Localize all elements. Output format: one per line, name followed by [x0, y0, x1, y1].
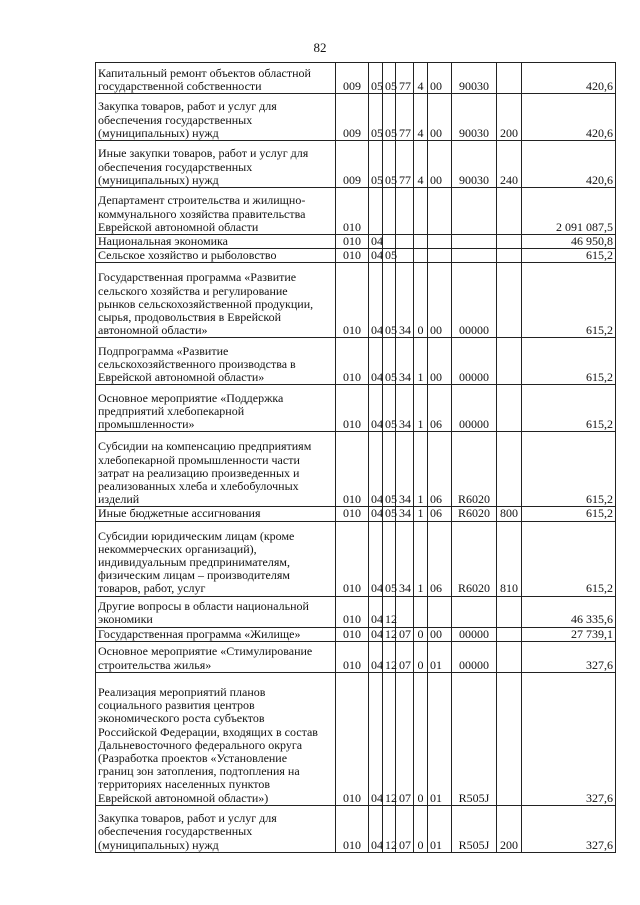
target-article-measure: 01: [428, 641, 452, 672]
table-row: [96, 385, 616, 432]
target-article-program: 34: [396, 385, 414, 432]
razdel-code: 05: [369, 141, 383, 188]
expense-type-code: [497, 385, 522, 432]
row-name: Национальная экономика: [96, 235, 336, 249]
row-amount: 615,2: [522, 507, 616, 521]
target-article-measure: 00: [428, 627, 452, 641]
table-row: [96, 805, 616, 852]
vedomstvo-code: 010: [336, 235, 369, 249]
row-amount: 615,2: [522, 263, 616, 338]
target-article-direction: 00000: [452, 385, 497, 432]
target-article-subprogram: 0: [414, 641, 428, 672]
razdel-code: 05: [369, 94, 383, 141]
target-article-direction: R505J: [452, 805, 497, 852]
razdel-code: 04: [369, 385, 383, 432]
razdel-code: 04: [369, 432, 383, 507]
podrazdel-code: [383, 188, 396, 235]
target-article-subprogram: 4: [414, 141, 428, 188]
vedomstvo-code: 010: [336, 263, 369, 338]
target-article-direction: 90030: [452, 63, 497, 94]
target-article-measure: 06: [428, 385, 452, 432]
target-article-direction: 90030: [452, 141, 497, 188]
table-row: [96, 235, 616, 249]
target-article-direction: 00000: [452, 338, 497, 385]
table-row: [96, 507, 616, 521]
row-name: Другие вопросы в области национальной экономики: [96, 596, 336, 627]
razdel-code: 04: [369, 338, 383, 385]
target-article-subprogram: 0: [414, 263, 428, 338]
expense-type-code: 800: [497, 507, 522, 521]
razdel-code: 04: [369, 235, 383, 249]
row-name: Закупка товаров, работ и услуг для обеспечения государственных (муниципальных) нужд: [96, 94, 336, 141]
podrazdel-code: [383, 235, 396, 249]
page-number: 82: [313, 40, 327, 55]
row-name: Иные закупки товаров, работ и услуг для обеспечения государственных (муниципальных) нужд: [96, 141, 336, 188]
target-article-measure: [428, 188, 452, 235]
target-article-subprogram: [414, 235, 428, 249]
razdel-code: 04: [369, 596, 383, 627]
target-article-subprogram: 4: [414, 63, 428, 94]
razdel-code: 04: [369, 672, 383, 805]
target-article-direction: [452, 188, 497, 235]
table-row: [96, 596, 616, 627]
expense-type-code: [497, 641, 522, 672]
target-article-subprogram: 4: [414, 94, 428, 141]
table-row: [96, 672, 616, 805]
row-name: Государственная программа «Жилище»: [96, 627, 336, 641]
target-article-program: 34: [396, 507, 414, 521]
target-article-program: 34: [396, 432, 414, 507]
target-article-subprogram: 1: [414, 338, 428, 385]
podrazdel-code: 12: [383, 627, 396, 641]
row-name: Основное мероприятие «Стимулирование строительства жилья»: [96, 641, 336, 672]
target-article-measure: 01: [428, 672, 452, 805]
vedomstvo-code: 010: [336, 385, 369, 432]
row-name: Подпрограмма «Развитие сельскохозяйственного производства в Еврейской автономной области»: [96, 338, 336, 385]
vedomstvo-code: 010: [336, 641, 369, 672]
podrazdel-code: 05: [383, 263, 396, 338]
table-row: [96, 641, 616, 672]
table-row: [96, 432, 616, 507]
target-article-subprogram: [414, 596, 428, 627]
podrazdel-code: 12: [383, 805, 396, 852]
table-row: [96, 188, 616, 235]
vedomstvo-code: 010: [336, 507, 369, 521]
row-name: Субсидии юридическим лицам (кроме некоммерческих организаций), индивидуальным предпринимателям, физическим лицам – производителям товаров, работ, услуг: [96, 521, 336, 596]
target-article-measure: 01: [428, 805, 452, 852]
podrazdel-code: 05: [383, 63, 396, 94]
target-article-subprogram: 1: [414, 432, 428, 507]
target-article-subprogram: [414, 188, 428, 235]
expense-type-code: 810: [497, 521, 522, 596]
target-article-program: 34: [396, 521, 414, 596]
row-name: Капитальный ремонт объектов областной государственной собственности: [96, 63, 336, 94]
target-article-measure: [428, 235, 452, 249]
target-article-program: [396, 249, 414, 263]
table-row: [96, 141, 616, 188]
target-article-subprogram: 1: [414, 385, 428, 432]
target-article-program: [396, 596, 414, 627]
expense-type-code: [497, 63, 522, 94]
target-article-program: 77: [396, 63, 414, 94]
target-article-program: 77: [396, 141, 414, 188]
vedomstvo-code: 009: [336, 63, 369, 94]
razdel-code: 04: [369, 805, 383, 852]
row-amount: 615,2: [522, 249, 616, 263]
expense-type-code: [497, 263, 522, 338]
target-article-program: 07: [396, 672, 414, 805]
vedomstvo-code: 010: [336, 249, 369, 263]
target-article-direction: 00000: [452, 641, 497, 672]
podrazdel-code: 05: [383, 507, 396, 521]
row-amount: 420,6: [522, 94, 616, 141]
row-amount: 615,2: [522, 432, 616, 507]
row-amount: 327,6: [522, 641, 616, 672]
target-article-subprogram: 0: [414, 627, 428, 641]
vedomstvo-code: 010: [336, 805, 369, 852]
vedomstvo-code: 010: [336, 338, 369, 385]
target-article-measure: 00: [428, 338, 452, 385]
target-article-measure: 00: [428, 263, 452, 338]
row-amount: 46 950,8: [522, 235, 616, 249]
target-article-measure: 06: [428, 521, 452, 596]
razdel-code: 04: [369, 627, 383, 641]
podrazdel-code: 05: [383, 432, 396, 507]
target-article-direction: R6020: [452, 507, 497, 521]
target-article-direction: [452, 249, 497, 263]
row-name: Закупка товаров, работ и услуг для обеспечения государственных (муниципальных) нужд: [96, 805, 336, 852]
podrazdel-code: 05: [383, 141, 396, 188]
podrazdel-code: 05: [383, 249, 396, 263]
row-name: Иные бюджетные ассигнования: [96, 507, 336, 521]
expense-type-code: [497, 672, 522, 805]
target-article-subprogram: 1: [414, 521, 428, 596]
expense-type-code: [497, 235, 522, 249]
podrazdel-code: 05: [383, 521, 396, 596]
target-article-direction: 90030: [452, 94, 497, 141]
podrazdel-code: 12: [383, 672, 396, 805]
expense-type-code: 200: [497, 805, 522, 852]
target-article-measure: [428, 249, 452, 263]
target-article-program: [396, 188, 414, 235]
target-article-subprogram: 0: [414, 805, 428, 852]
row-amount: 615,2: [522, 521, 616, 596]
table-row: [96, 263, 616, 338]
row-amount: 420,6: [522, 63, 616, 94]
row-name: Сельское хозяйство и рыболовство: [96, 249, 336, 263]
target-article-program: [396, 235, 414, 249]
vedomstvo-code: 010: [336, 188, 369, 235]
target-article-direction: R6020: [452, 432, 497, 507]
target-article-direction: R505J: [452, 672, 497, 805]
expense-type-code: 200: [497, 94, 522, 141]
target-article-measure: [428, 596, 452, 627]
razdel-code: 04: [369, 641, 383, 672]
table-row: [96, 94, 616, 141]
row-amount: 327,6: [522, 805, 616, 852]
razdel-code: 04: [369, 263, 383, 338]
target-article-direction: [452, 235, 497, 249]
row-amount: 615,2: [522, 385, 616, 432]
table-row: [96, 338, 616, 385]
vedomstvo-code: 010: [336, 627, 369, 641]
expense-type-code: [497, 432, 522, 507]
expense-type-code: [497, 188, 522, 235]
row-name: Субсидии на компенсацию предприятиям хлебопекарной промышленности части затрат на реализацию произведенных и реализованных хлеба и хлебобулочных изделий: [96, 432, 336, 507]
vedomstvo-code: 010: [336, 521, 369, 596]
table-row: [96, 521, 616, 596]
target-article-direction: 00000: [452, 627, 497, 641]
table-row: [96, 249, 616, 263]
target-article-direction: [452, 596, 497, 627]
table-row: [96, 627, 616, 641]
target-article-subprogram: 1: [414, 507, 428, 521]
target-article-measure: 00: [428, 63, 452, 94]
target-article-subprogram: 0: [414, 672, 428, 805]
expense-type-code: [497, 627, 522, 641]
row-amount: 27 739,1: [522, 627, 616, 641]
podrazdel-code: 12: [383, 641, 396, 672]
target-article-program: 77: [396, 94, 414, 141]
target-article-measure: 00: [428, 141, 452, 188]
target-article-program: 34: [396, 263, 414, 338]
expense-type-code: 240: [497, 141, 522, 188]
target-article-direction: R6020: [452, 521, 497, 596]
expense-type-code: [497, 596, 522, 627]
table-body: [96, 63, 616, 853]
vedomstvo-code: 009: [336, 94, 369, 141]
target-article-subprogram: [414, 249, 428, 263]
row-name: Реализация мероприятий планов социального развития центров экономического роста субъектов Российской Федерации, входящих в состав Дальневосточного федерального округа (Разработка проектов «Установление границ зон затопления, подтопления на территориях населенных пунктов Еврейской автономной области»): [96, 672, 336, 805]
target-article-program: 07: [396, 805, 414, 852]
vedomstvo-code: 010: [336, 596, 369, 627]
vedomstvo-code: 010: [336, 672, 369, 805]
budget-table: [95, 62, 616, 853]
razdel-code: 04: [369, 507, 383, 521]
razdel-code: 05: [369, 63, 383, 94]
target-article-program: 07: [396, 641, 414, 672]
row-amount: 615,2: [522, 338, 616, 385]
vedomstvo-code: 010: [336, 432, 369, 507]
expense-type-code: [497, 338, 522, 385]
razdel-code: 04: [369, 521, 383, 596]
target-article-direction: 00000: [452, 263, 497, 338]
row-name: Основное мероприятие «Поддержка предприятий хлебопекарной промышленности»: [96, 385, 336, 432]
podrazdel-code: 05: [383, 94, 396, 141]
row-amount: 420,6: [522, 141, 616, 188]
razdel-code: 04: [369, 249, 383, 263]
podrazdel-code: 05: [383, 385, 396, 432]
expense-type-code: [497, 249, 522, 263]
target-article-measure: 06: [428, 507, 452, 521]
podrazdel-code: 12: [383, 596, 396, 627]
razdel-code: [369, 188, 383, 235]
row-amount: 2 091 087,5: [522, 188, 616, 235]
table-row: [96, 63, 616, 94]
row-name: Департамент строительства и жилищно- коммунального хозяйства правительства Еврейской автономной области: [96, 188, 336, 235]
row-name: Государственная программа «Развитие сельского хозяйства и регулирование рынков сельскохозяйственной продукции, сырья, продовольствия в Еврейской автономной области»: [96, 263, 336, 338]
target-article-program: 34: [396, 338, 414, 385]
target-article-measure: 06: [428, 432, 452, 507]
podrazdel-code: 05: [383, 338, 396, 385]
target-article-measure: 00: [428, 94, 452, 141]
row-amount: 46 335,6: [522, 596, 616, 627]
row-amount: 327,6: [522, 672, 616, 805]
vedomstvo-code: 009: [336, 141, 369, 188]
target-article-program: 07: [396, 627, 414, 641]
